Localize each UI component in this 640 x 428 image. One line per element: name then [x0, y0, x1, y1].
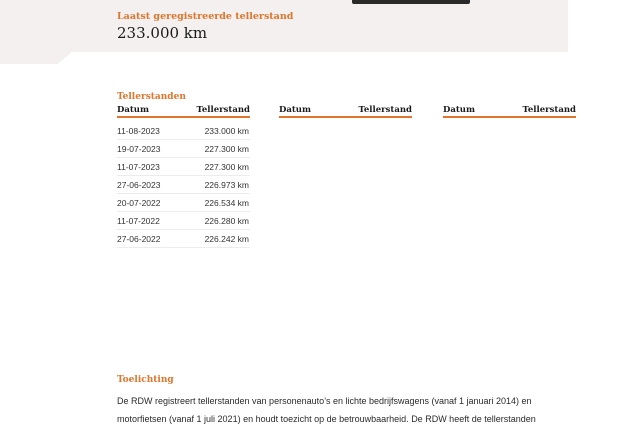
readings-title: Tellerstanden: [117, 92, 186, 102]
row-date: 11-07-2023: [117, 161, 160, 172]
summary-panel: [0, 0, 568, 52]
header-date: Datum: [279, 105, 311, 115]
explanation-title: Toelichting: [117, 375, 174, 385]
table-row: [117, 194, 250, 212]
table-row: [117, 212, 250, 230]
row-reading: 226.973 km: [204, 179, 249, 190]
table-header: [279, 105, 412, 118]
last-reading-value: 233.000 km: [117, 24, 208, 42]
row-date: 27-06-2023: [117, 179, 161, 190]
last-reading-label: Laatst geregistreerde tellerstand: [117, 11, 294, 22]
row-date: 20-07-2022: [117, 197, 161, 208]
readings-table: [117, 105, 250, 248]
table-body: [117, 122, 250, 248]
cut-off-header-text: [352, 0, 470, 4]
row-reading: 227.300 km: [204, 143, 249, 154]
table-header: [443, 105, 576, 118]
header-reading: Tellerstand: [522, 105, 576, 115]
header-date: Datum: [443, 105, 475, 115]
table-row: [117, 176, 250, 194]
row-date: 19-07-2023: [117, 143, 161, 154]
header-date: Datum: [117, 105, 149, 115]
readings-table-column-3: [443, 105, 576, 118]
explanation-line: De RDW registreert tellerstanden van personenauto’s en lichte bedrijfswagens (vanaf 1 januari 2014) en: [117, 396, 532, 406]
row-date: 27-06-2022: [117, 233, 161, 244]
row-reading: 226.280 km: [204, 215, 249, 226]
summary-panel-notch: [0, 52, 72, 64]
readings-table-column-2: [279, 105, 412, 118]
table-row: [117, 140, 250, 158]
explanation-line: motorfietsen (vanaf 1 juli 2021) en houdt toezicht op de betrouwbaarheid. De RDW heeft de tellerstanden: [117, 414, 536, 424]
row-reading: 233.000 km: [204, 125, 249, 136]
row-date: 11-07-2022: [117, 215, 160, 226]
row-reading: 226.242 km: [204, 233, 249, 244]
table-row: [117, 122, 250, 140]
header-reading: Tellerstand: [358, 105, 412, 115]
row-date: 11-08-2023: [117, 125, 160, 136]
explanation-text: [117, 392, 587, 428]
table-header: [117, 105, 250, 118]
row-reading: 227.300 km: [204, 161, 249, 172]
row-reading: 226.534 km: [204, 197, 249, 208]
header-reading: Tellerstand: [196, 105, 250, 115]
table-row: [117, 158, 250, 176]
table-row: [117, 230, 250, 248]
